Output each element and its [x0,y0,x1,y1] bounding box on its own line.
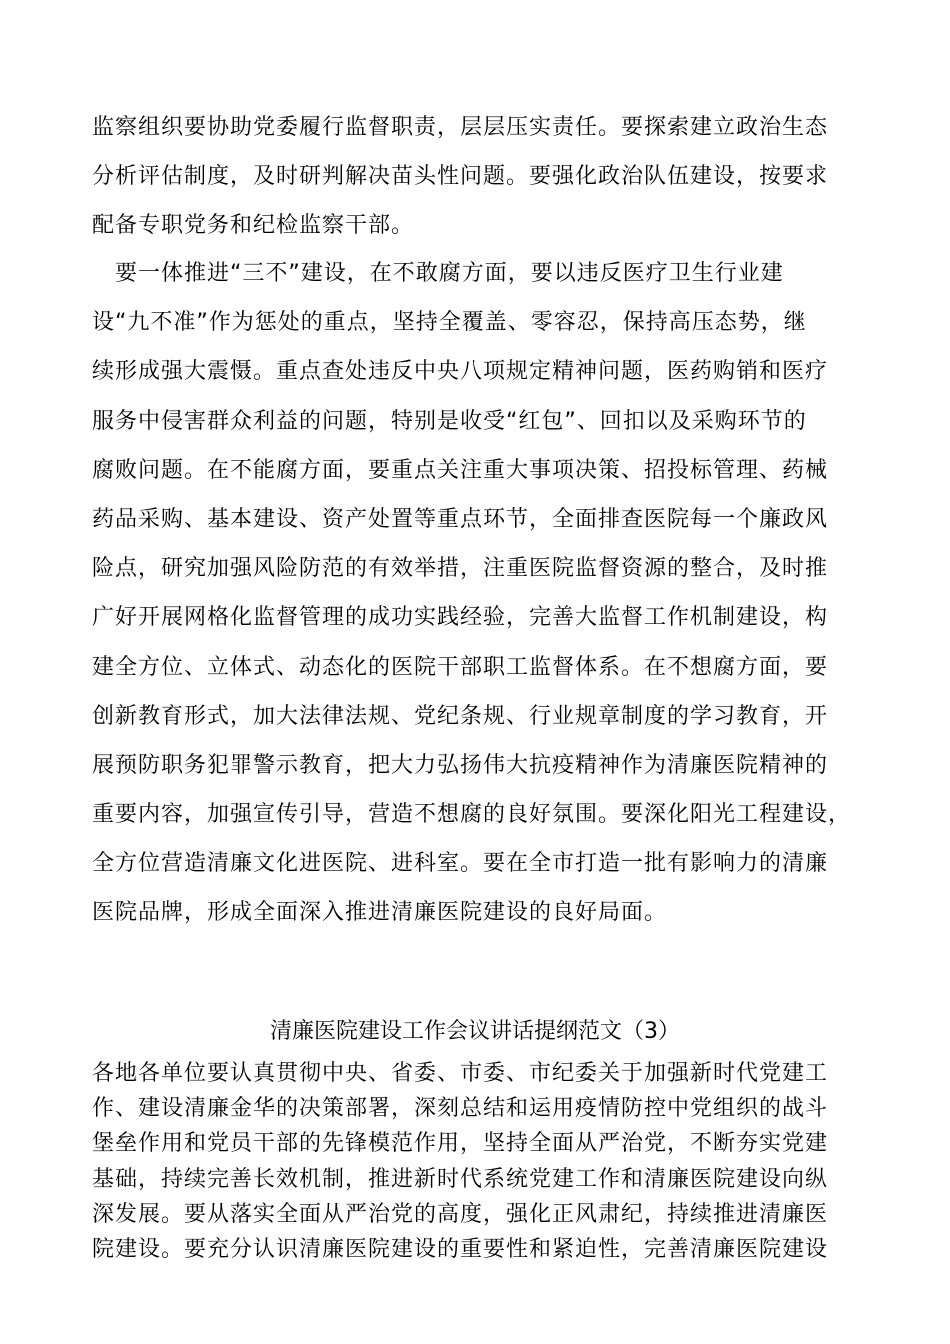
text-line: 配备专职党务和纪检监察干部。 [92,213,415,238]
text-line: 深发展。要从落实全面从严治党的高度，强化正风肃纪，持续推进清廉医 [92,1201,829,1227]
text-line: 展预防职务犯罪警示教育，把大力弘扬伟大抗疫精神作为清廉医院精神的 [92,752,829,778]
paragraph-three-nots [92,249,862,938]
text-line: 创新教育形式，加大法律法规、党纪条规、行业规章制度的学习教育，开 [92,703,829,729]
text-line: 腐败问题。在不能腐方面，要重点关注重大事项决策、招投标管理、药械 [92,457,829,483]
section-title: 清廉医院建设工作会议讲话提纲范文（3） [270,1019,680,1044]
text-line: 重要内容，加强宣传引导，营造不想腐的良好氛围。要深化阳光工程建设， [92,802,852,828]
text-line: 医院品牌，形成全面深入推进清廉医院建设的良好局面。 [92,900,668,926]
text-line: 药品采购、基本建设、资产处置等重点环节，全面排查医院每一个廉政风 [92,506,829,532]
text-line: 院建设。要充分认识清廉医院建设的重要性和紧迫性，完善清廉医院建设 [92,1236,829,1262]
text-line: 广好开展网格化监督管理的成功实践经验，完善大监督工作机制建设，构 [92,605,829,631]
text-line: 基础，持续完善长效机制，推进新时代系统党建工作和清廉医院建设向纵 [92,1166,829,1192]
text-line: 建全方位、立体式、动态化的医院干部职工监督体系。在不想腐方面，要 [92,654,829,680]
text-line: 服务中侵害群众利益的问题，特别是收受“红包”、回扣以及采购环节的 [92,408,807,434]
text-line: 分析评估制度，及时研判解决苗头性问题。要强化政治队伍建设，按要求 [92,164,829,189]
text-line: 堡垒作用和党员干部的先锋模范作用，坚持全面从严治党，不断夯实党建 [92,1131,829,1157]
text-line: 全方位营造清廉文化进医院、进科室。要在全市打造一批有影响力的清廉 [92,851,829,877]
paragraph-supervision [92,103,862,250]
paragraph-party-building [92,1056,862,1267]
text-line: 监察组织要协助党委履行监督职责，层层压实责任。要探索建立政治生态 [92,115,829,140]
text-line: 作、建设清廉金华的决策部署，深刻总结和运用疫情防控中党组织的战斗 [92,1096,829,1122]
text-line: 设“九不准”作为惩处的重点，坚持全覆盖、零容忍，保持高压态势，继 [92,310,807,336]
text-line: 各地各单位要认真贯彻中央、省委、市委、市纪委关于加强新时代党建工 [92,1061,829,1086]
text-line: 险点，研究加强风险防范的有效举措，注重医院监督资源的整合，及时推 [92,556,829,582]
text-line: 续形成强大震慑。重点查处违反中央八项规定精神问题，医药购销和医疗 [92,359,829,385]
text-line: 要一体推进“三不”建设，在不敢腐方面，要以违反医疗卫生行业建 [92,261,784,286]
